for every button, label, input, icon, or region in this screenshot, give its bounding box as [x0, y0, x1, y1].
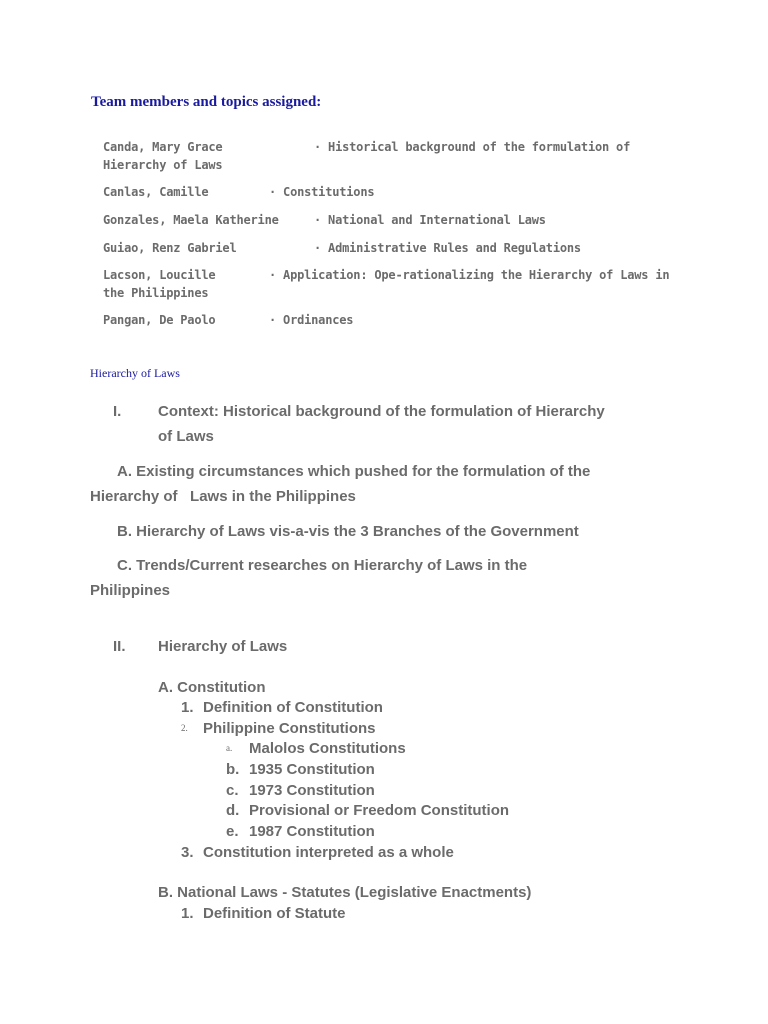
list-number: 1. [181, 699, 194, 716]
sublist-item: 1935 Constitution [249, 761, 375, 778]
list-number: 2. [181, 723, 188, 733]
list-item: Definition of Constitution [203, 699, 383, 716]
sublist-item: Provisional or Freedom Constitution [249, 802, 510, 819]
sublist-letter: b. [226, 761, 240, 778]
member-topic: · National and International Laws [314, 213, 546, 227]
outline-item: C. Trends/Current researches on Hierarchy of Laws in the [117, 557, 528, 574]
outline-heading: Context: Historical background of the formulation of Hierarchy [158, 403, 605, 420]
sublist-item: 1987 Constitution [249, 823, 375, 840]
list-number: 1. [181, 905, 194, 922]
outline-numeral: I. [113, 403, 122, 420]
member-topic: · Constitutions [269, 185, 375, 199]
outline-heading-continued: of Laws [158, 428, 214, 445]
member-topic: · Historical background of the formulation of [314, 140, 631, 154]
outline-numeral: II. [113, 638, 126, 655]
outline-item-continued: Philippines [90, 582, 171, 599]
sublist-letter: e. [226, 823, 239, 840]
outline-item-continued: Hierarchy of Laws in the Philippines [90, 488, 356, 505]
team-heading: Team members and topics assigned: [91, 94, 322, 110]
member-topic-continued: the Philippines [103, 286, 209, 300]
outline-item: B. National Laws - Statutes (Legislative Enactments) [158, 884, 532, 901]
outline-item: A. Existing circumstances which pushed for the formulation of the [117, 463, 591, 480]
member-topic: · Application: Ope-rationalizing the Hierarchy of Laws in [269, 268, 670, 282]
member-name: Lacson, Loucille [103, 268, 216, 282]
section-title: Hierarchy of Laws [90, 366, 180, 380]
sublist-letter: d. [226, 802, 240, 819]
sublist-letter: a. [226, 743, 233, 753]
sublist-item: Malolos Constitutions [249, 740, 406, 757]
member-name: Canda, Mary Grace [103, 140, 223, 154]
member-name: Guiao, Renz Gabriel [103, 241, 237, 255]
sublist-letter: c. [226, 782, 239, 799]
member-topic: · Administrative Rules and Regulations [314, 241, 581, 255]
list-item: Philippine Constitutions [203, 720, 376, 737]
list-item: Definition of Statute [203, 905, 346, 922]
outline-heading: Hierarchy of Laws [158, 638, 288, 655]
member-name: Canlas, Camille [103, 185, 209, 199]
list-item: Constitution interpreted as a whole [203, 844, 454, 861]
list-number: 3. [181, 844, 194, 861]
member-topic-continued: Hierarchy of Laws [103, 158, 223, 172]
member-name: Gonzales, Maela Katherine [103, 213, 279, 227]
outline-item: B. Hierarchy of Laws vis-a-vis the 3 Branches of the Government [117, 523, 579, 540]
member-name: Pangan, De Paolo [103, 313, 216, 327]
member-topic: · Ordinances [269, 313, 354, 327]
outline-item: A. Constitution [158, 679, 266, 696]
sublist-item: 1973 Constitution [249, 782, 375, 799]
